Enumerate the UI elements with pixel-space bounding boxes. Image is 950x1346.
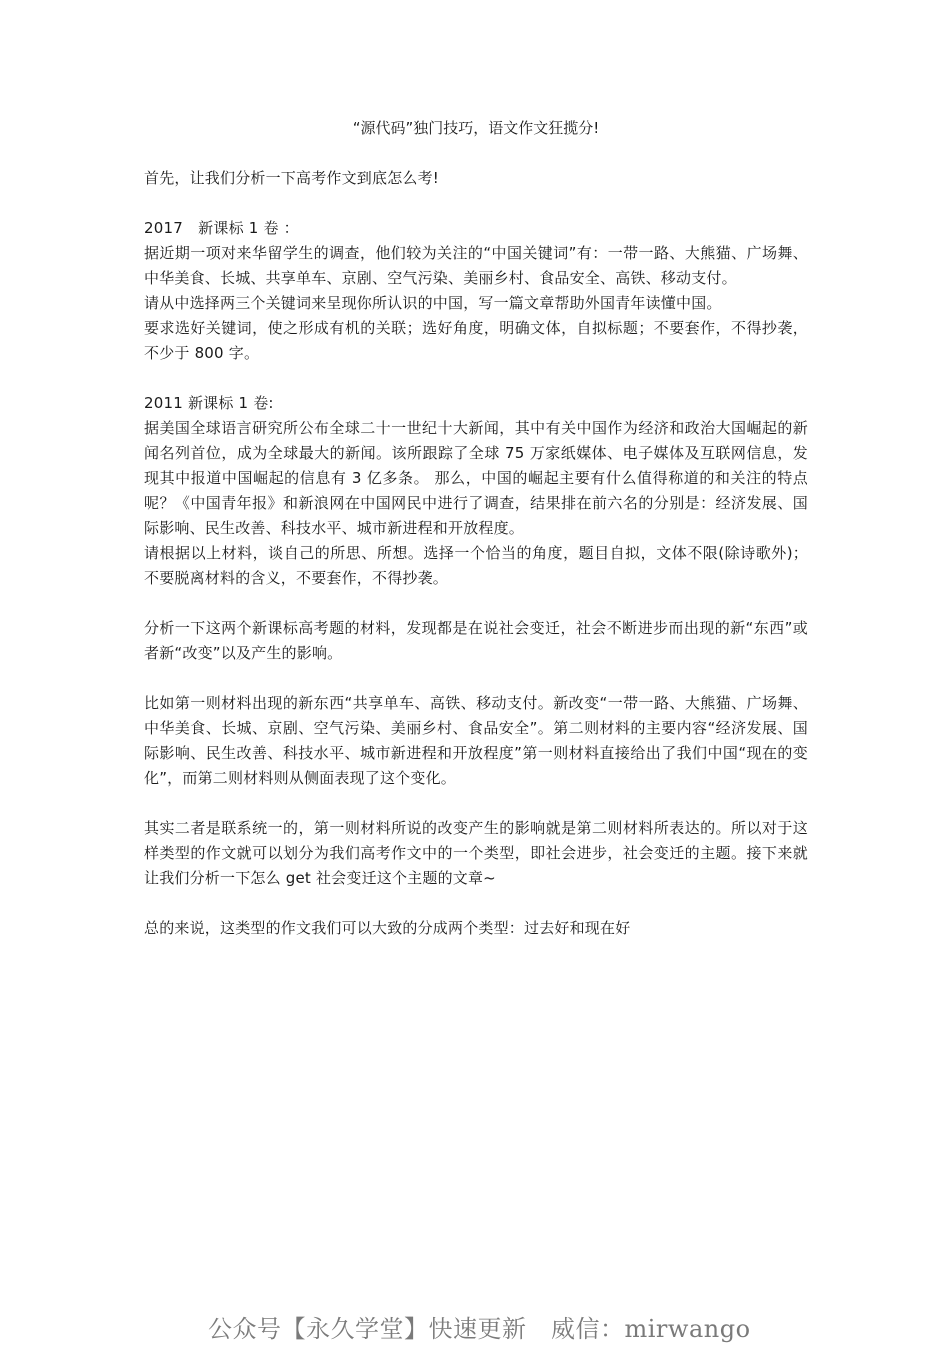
exam-2011-task: 请根据以上材料，谈自己的所思、所想。选择一个恰当的角度，题目自拟，文体不限(除诗歌外)；不要脱离材料的含义，不要套作，不得抄袭。 — [144, 544, 808, 587]
exam-2017-heading: 2017 新课标 1 卷 ： — [144, 219, 299, 237]
exam-2017-requirements: 要求选好关键词，使之形成有机的关联；选好角度，明确文体，自拟标题；不要套作，不得抄袭，不少于 800 字。 — [144, 319, 808, 362]
analysis-paragraph-2: 比如第一则材料出现的新东西“共享单车、高铁、移动支付。新改变“一带一路、大熊猫、广场舞、中华美食、长城、京剧、空气污染、美丽乡村、食品安全”。第二则材料的主要内容“经济发展、国际影响、民生改善、科技水平、城市新进程和开放程度”第一则材料直接给出了我们中国“现在的变化”，而第二则材料则从侧面表现了这个变化。 — [144, 694, 808, 787]
exam-2011-heading: 2011 新课标 1 卷: — [144, 394, 274, 412]
document-title: “源代码”独门技巧，语文作文狂揽分! — [352, 119, 600, 137]
spacer — [144, 366, 808, 391]
exam-2017-task: 请从中选择两三个关键词来呈现你所认识的中国，写一篇文章帮助外国青年读懂中国。 — [144, 294, 722, 312]
spacer — [144, 191, 808, 216]
exam-2011-material: 据美国全球语言研究所公布全球二十一世纪十大新闻，其中有关中国作为经济和政治大国崛起的新闻名列首位，成为全球最大的新闻。该所跟踪了全球 75 万家纸媒体、电子媒体及互联网信息，发现其中报道中国崛起的信息有 3 亿多条。 那么，中国的崛起主要有什么值得称道的和关注的特点呢？《中国青年报》和新浪网在中国网民中进行了调查，结果排在前六名的分别是：经济发展、国际影响、民生改善、科技水平、城市新进程和开放程度。 — [144, 419, 808, 537]
analysis-paragraph-4: 总的来说，这类型的作文我们可以大致的分成两个类型：过去好和现在好 — [144, 919, 631, 937]
analysis-paragraph-1: 分析一下这两个新课标高考题的材料，发现都是在说社会变迁，社会不断进步而出现的新“东西”或者新“改变”以及产生的影响。 — [144, 619, 808, 662]
spacer — [144, 666, 808, 691]
intro-paragraph: 首先，让我们分析一下高考作文到底怎么考! — [144, 169, 440, 187]
exam-2017-material: 据近期一项对来华留学生的调查，他们较为关注的“中国关键词”有：一带一路、大熊猫、广场舞、中华美食、长城、共享单车、京剧、空气污染、美丽乡村、食品安全、高铁、移动支付。 — [144, 244, 808, 287]
document-body — [144, 116, 808, 941]
spacer — [144, 591, 808, 616]
footer-watermark: 公众号【永久学堂】快速更新 威信：mirwango — [208, 1315, 751, 1343]
spacer — [144, 791, 808, 816]
spacer — [144, 891, 808, 916]
analysis-paragraph-3: 其实二者是联系统一的，第一则材料所说的改变产生的影响就是第二则材料所表达的。所以对于这样类型的作文就可以划分为我们高考作文中的一个类型，即社会进步，社会变迁的主题。接下来就让我们分析一下怎么 get 社会变迁这个主题的文章~ — [144, 819, 808, 887]
